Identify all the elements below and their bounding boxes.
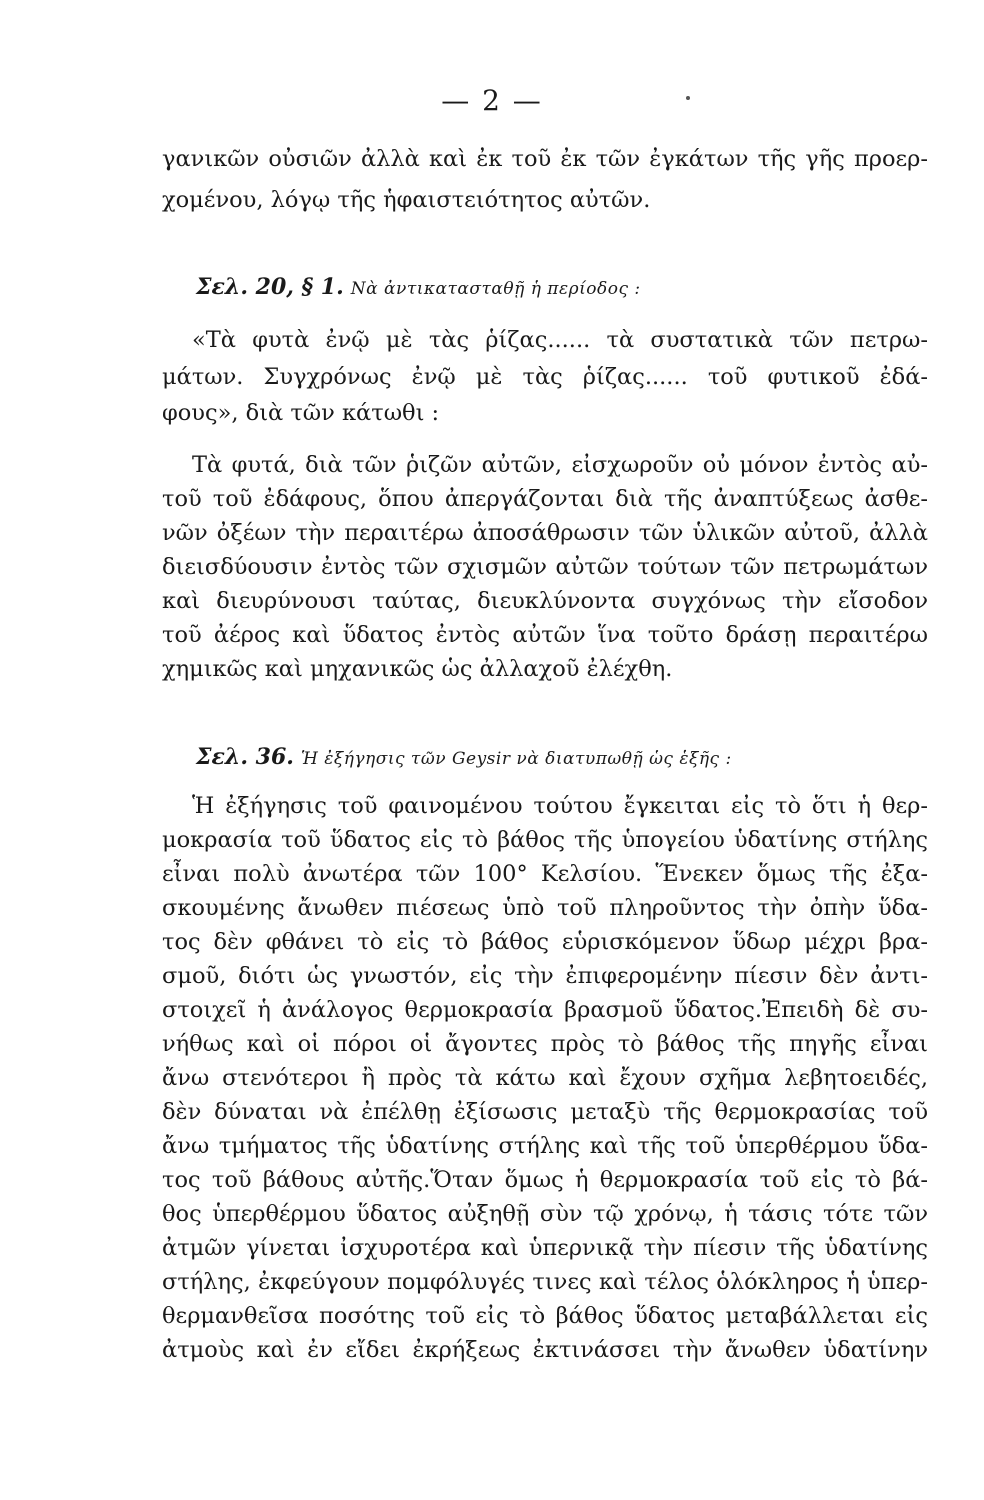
section-1-quote-line-2: μάτων. Συγχρόνως ἐνῷ μὲ τὰς ῥίζας...... τοῦ φυτικοῦ ἐδά- — [162, 364, 928, 390]
section-2-heading — [196, 740, 936, 776]
section-2-body-line-7: στοιχεῖ ἡ ἀνάλογος θερμοκρασία βρασμοῦ ὕδατος.Ἐπειδὴ δὲ συ- — [162, 997, 928, 1023]
section-1-body-line-4: διεισδύουσιν ἐντὸς τῶν σχισμῶν αὐτῶν τούτων τῶν πετρωμάτων — [162, 554, 928, 580]
section-1-reference: Σελ. 20, § 1. — [196, 274, 344, 300]
section-2-body-line-2: μοκρασία τοῦ ὕδατος εἰς τὸ βάθος τῆς ὑπογείου ὑδατίνης στήλης — [162, 827, 928, 853]
section-2-body-line-15: στήλης, ἐκφεύγουν πομφόλυγές τινες καὶ τέλος ὁλόκληρος ἡ ὑπερ- — [162, 1269, 928, 1295]
section-1-caption: Νὰ ἀντικατασταθῇ ἡ περίοδος : — [350, 279, 641, 299]
section-2-body-line-3: εἶναι πολὺ ἀνωτέρα τῶν 100° Κελσίου. Ἕνεκεν ὅμως τῆς ἐξα- — [162, 861, 928, 887]
section-1-body-line-7: χημικῶς καὶ μηχανικῶς ὡς ἀλλαχοῦ ἐλέχθη. — [162, 656, 673, 682]
section-2-body-line-13: θος ὑπερθέρμου ὕδατος αὐξηθῇ σὺν τῷ χρόνῳ, ἡ τάσις τότε τῶν — [162, 1201, 928, 1227]
section-2-body-line-9: ἄνω στενότεροι ἢ πρὸς τὰ κάτω καὶ ἔχουν σχῆμα λεβητοειδές, — [162, 1065, 928, 1091]
section-2-body-line-11: ἄνω τμήματος τῆς ὑδατίνης στήλης καὶ τῆς τοῦ ὑπερθέρμου ὕδα- — [162, 1133, 928, 1159]
page-number: — 2 — — [441, 84, 543, 117]
section-2-caption: Ἡ ἐξήγησις τῶν Geysir νὰ διατυπωθῇ ὡς ἑξῆς : — [300, 749, 732, 769]
section-2-reference: Σελ. 36. — [196, 744, 294, 770]
section-2-body-line-4: σκουμένης ἄνωθεν πιέσεως ὑπὸ τοῦ πληροῦντος τὴν ὀπὴν ὕδα- — [162, 895, 928, 921]
section-2-body-line-17: ἀτμοὺς καὶ ἐν εἴδει ἐκρήξεως ἐκτινάσσει τὴν ἄνωθεν ὑδατίνην — [162, 1337, 928, 1363]
section-1-heading — [196, 270, 936, 306]
section-1-quote-line-3: φους», διὰ τῶν κάτωθι : — [162, 400, 440, 426]
section-2-body-line-6: σμοῦ, διότι ὡς γνωστόν, εἰς τὴν ἐπιφερομένην πίεσιν δὲν ἀντι- — [162, 963, 928, 989]
page-mark-dot — [686, 96, 690, 100]
section-1-body-line-2: τοῦ τοῦ ἐδάφους, ὅπου ἀπεργάζονται διὰ τῆς ἀναπτύξεως ἀσθε- — [162, 486, 928, 512]
section-2-body-line-16: θερμανθεῖσα ποσότης τοῦ εἰς τὸ βάθος ὕδατος μεταβάλλεται εἰς — [162, 1303, 928, 1329]
paragraph-1-line-1: γανικῶν οὐσιῶν ἀλλὰ καὶ ἐκ τοῦ ἐκ τῶν ἐγκάτων τῆς γῆς προερ- — [162, 146, 928, 172]
section-2-body-line-12: τος τοῦ βάθους αὐτῆς.Ὅταν ὅμως ἡ θερμοκρασία τοῦ εἰς τὸ βά- — [162, 1167, 928, 1193]
section-1-quote-line-1: «Τὰ φυτὰ ἐνῷ μὲ τὰς ῥίζας...... τὰ συστατικὰ τῶν πετρω- — [192, 327, 928, 353]
section-2-body-line-14: ἀτμῶν γίνεται ἰσχυροτέρα καὶ ὑπερνικᾷ τὴν πίεσιν τῆς ὑδατίνης — [162, 1235, 928, 1261]
section-2-body-line-8: νήθως καὶ οἱ πόροι οἱ ἄγοντες πρὸς τὸ βάθος τῆς πηγῆς εἶναι — [162, 1031, 928, 1057]
section-1-body-line-1: Τὰ φυτά, διὰ τῶν ῥιζῶν αὐτῶν, εἰσχωροῦν οὐ μόνον ἐντὸς αὐ- — [192, 452, 928, 478]
section-1-body-line-3: νῶν ὀξέων τὴν περαιτέρω ἀποσάθρωσιν τῶν ὑλικῶν αὐτοῦ, ἀλλὰ — [162, 520, 928, 546]
section-1-body-line-5: καὶ διευρύνουσι ταύτας, διευκλύνοντα συγχόνως τὴν εἴσοδον — [162, 588, 928, 614]
section-2-body-line-1: Ἡ ἐξήγησις τοῦ φαινομένου τούτου ἔγκειται εἰς τὸ ὅτι ἡ θερ- — [192, 793, 928, 819]
section-2-body-line-10: δὲν δύναται νὰ ἐπέλθῃ ἐξίσωσις μεταξὺ τῆς θερμοκρασίας τοῦ — [162, 1099, 928, 1125]
section-2-body-line-5: τος δὲν φθάνει τὸ εἰς τὸ βάθος εὑρισκόμενον ὕδωρ μέχρι βρα- — [162, 929, 928, 955]
section-1-body-line-6: τοῦ ἀέρος καὶ ὕδατος ἐντὸς αὐτῶν ἵνα τοῦτο δράσῃ περαιτέρω — [162, 622, 928, 648]
paragraph-1-line-2: χομένου, λόγῳ τῆς ἡφαιστειότητος αὐτῶν. — [162, 187, 651, 213]
